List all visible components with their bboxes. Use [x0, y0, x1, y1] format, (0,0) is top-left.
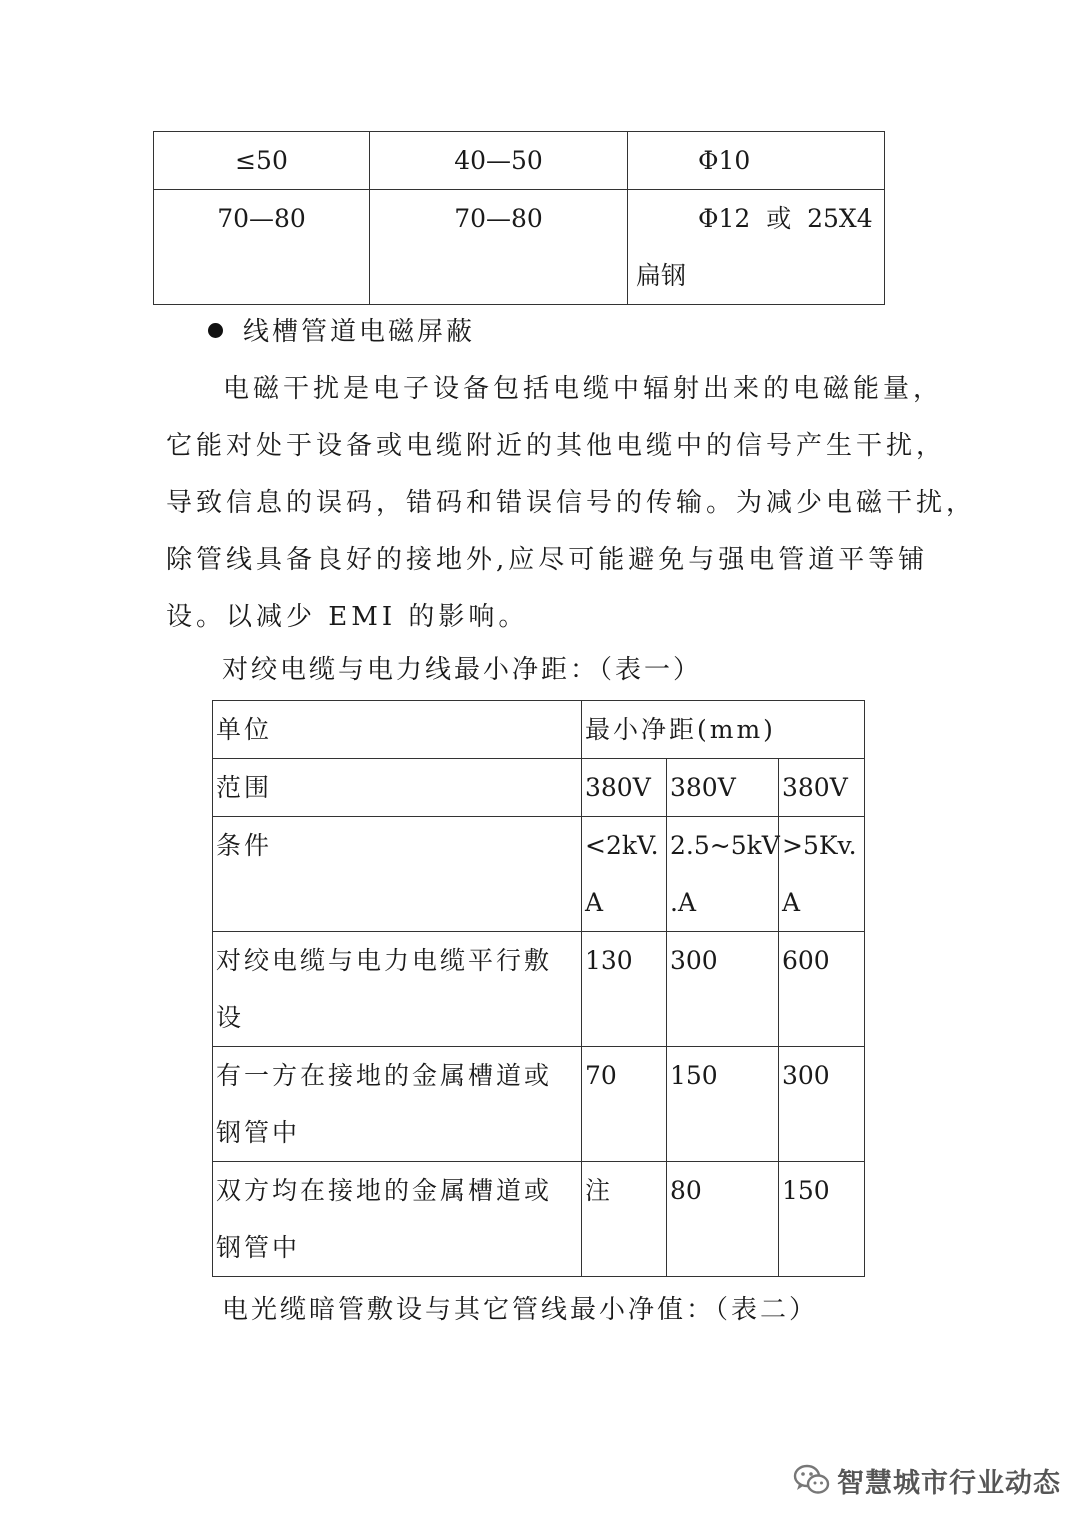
table-cell: >5Kv. A	[779, 817, 865, 932]
row-label: 对绞电缆与电力电缆平行敷 设	[213, 932, 582, 1047]
table-cell: 300	[779, 1047, 865, 1162]
table-cell: 380V	[667, 759, 779, 817]
table-cell: 70	[582, 1047, 667, 1162]
row-label: 条件	[213, 817, 582, 932]
table-cell: <2kV. A	[582, 817, 667, 932]
table1-caption: 对绞电缆与电力线最小净距：（表一）	[222, 655, 703, 685]
body-paragraph	[166, 361, 976, 646]
table-row	[213, 817, 865, 932]
table-row	[213, 759, 865, 817]
paragraph-line: 它能对处于设备或电缆附近的其他电缆中的信号产生干扰，	[166, 431, 947, 461]
header-cell-distance: 最小净距(mm)	[582, 701, 865, 759]
table-cell: 70—80	[370, 190, 628, 305]
table-cell: 130	[582, 932, 667, 1047]
table-cell: 300	[667, 932, 779, 1047]
wechat-icon	[793, 1463, 831, 1497]
table-row	[213, 701, 865, 759]
row-label: 双方均在接地的金属槽道或 钢管中	[213, 1162, 582, 1277]
table-cell: ≤50	[154, 132, 370, 190]
table-cell: 40—50	[370, 132, 628, 190]
bullet-icon	[208, 323, 223, 338]
table-cell: Φ12 或 25X4 扁钢	[628, 190, 885, 305]
table-cell: 2.5~5kV .A	[667, 817, 779, 932]
table-row	[213, 1047, 865, 1162]
grounding-table	[153, 131, 885, 305]
watermark	[793, 1460, 1061, 1500]
table-row	[213, 932, 865, 1047]
table-row	[213, 1162, 865, 1277]
table-cell: 380V	[582, 759, 667, 817]
table-cell: 380V	[779, 759, 865, 817]
table-row	[154, 190, 885, 305]
section-heading: 线槽管道电磁屏蔽	[208, 308, 475, 356]
paragraph-line: 除管线具备良好的接地外,应尽可能避免与强电管道平等铺	[166, 545, 929, 575]
table-cell: 600	[779, 932, 865, 1047]
min-distance-table	[212, 700, 865, 1277]
paragraph-line: 设。以减少 EMI 的影响。	[166, 602, 529, 632]
table-cell: Φ10	[628, 132, 885, 190]
table-cell: 150	[779, 1162, 865, 1277]
table-cell: 70—80	[154, 190, 370, 305]
paragraph-line: 电磁干扰是电子设备包括电缆中辐射出来的电磁能量，	[223, 374, 944, 404]
paragraph-line: 导致信息的误码，错码和错误信号的传输。为减少电磁干扰，	[166, 488, 977, 518]
table-cell: 80	[667, 1162, 779, 1277]
watermark-text: 智慧城市行业动态	[837, 1467, 1061, 1499]
header-cell-unit: 单位	[213, 701, 582, 759]
table2-caption: 电光缆暗管敷设与其它管线最小净值：（表二）	[222, 1295, 819, 1325]
table-cell: 注	[582, 1162, 667, 1277]
row-label: 范围	[213, 759, 582, 817]
table-cell: 150	[667, 1047, 779, 1162]
table-row	[154, 132, 885, 190]
row-label: 有一方在接地的金属槽道或 钢管中	[213, 1047, 582, 1162]
